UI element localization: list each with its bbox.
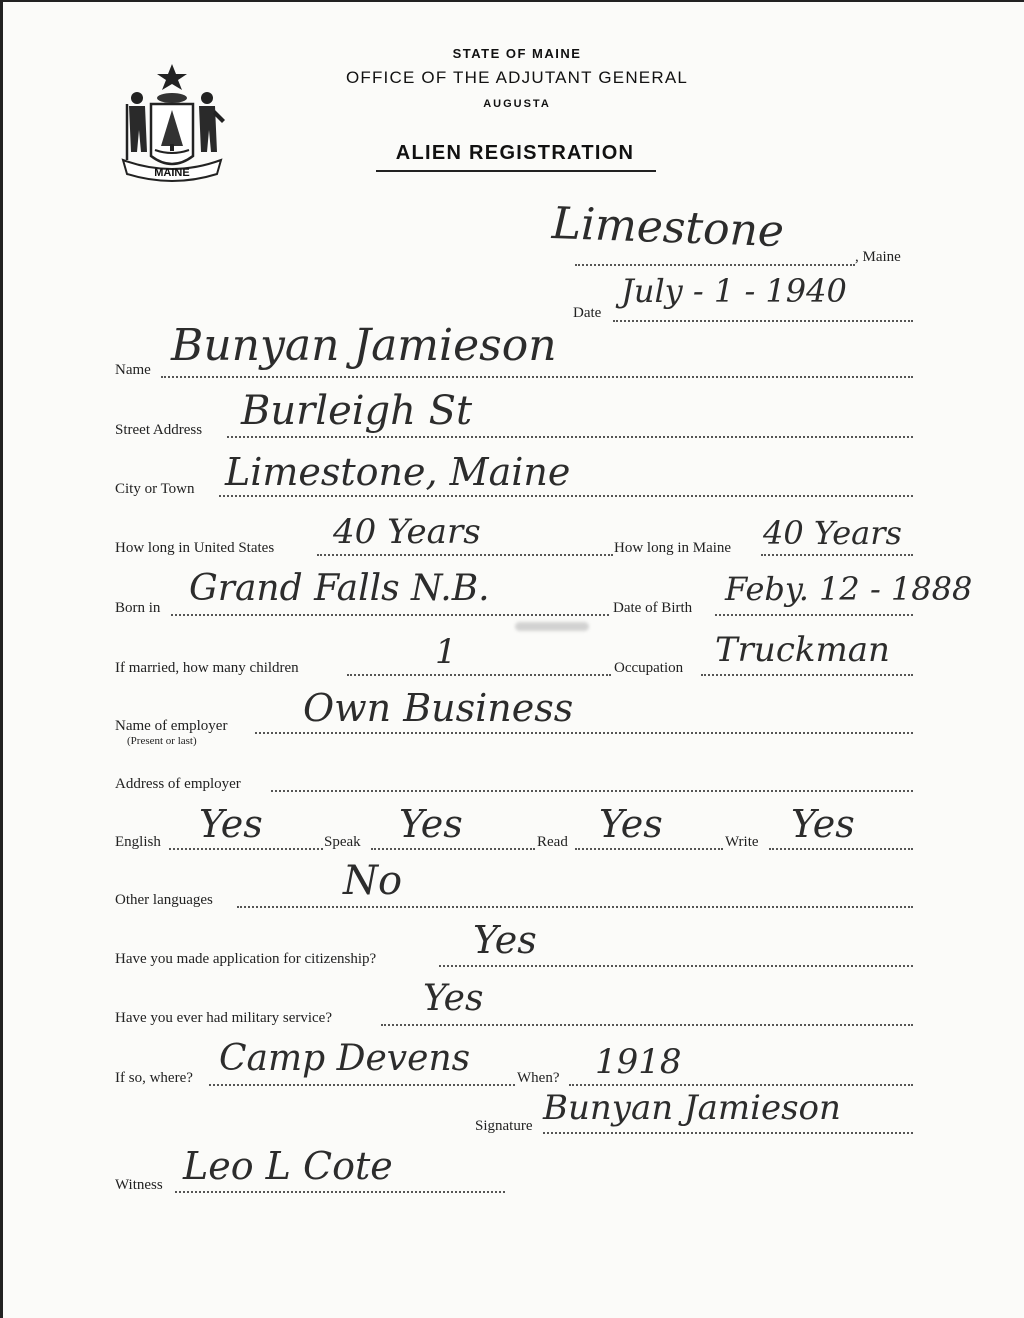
signature-label: Signature (475, 1118, 533, 1134)
where-entry[interactable]: Camp Devens (219, 1038, 471, 1079)
name-line (161, 376, 913, 378)
how-long-us-line (317, 554, 613, 556)
speak-entry[interactable]: Yes (399, 802, 463, 846)
how-long-maine-label: How long in Maine (614, 540, 732, 556)
other-languages-label: Other languages (115, 892, 213, 908)
read-entry[interactable]: Yes (599, 802, 663, 846)
where-line (209, 1084, 515, 1086)
born-in-entry[interactable]: Grand Falls N.B. (189, 568, 490, 609)
born-in-line (171, 614, 609, 616)
employer-entry[interactable]: Own Business (303, 686, 574, 730)
citizenship-line (439, 965, 913, 967)
city-or-town-line (219, 495, 913, 497)
speak-label: Speak (324, 834, 361, 850)
born-in-label: Born in (115, 600, 161, 616)
other-languages-entry[interactable]: No (343, 858, 403, 904)
military-label: Have you ever had military service? (115, 1010, 332, 1026)
occupation-line (701, 674, 913, 676)
english-line (169, 848, 323, 850)
street-address-entry[interactable]: Burleigh St (241, 388, 473, 434)
english-label: English (115, 834, 161, 850)
signature-entry[interactable]: Bunyan Jamieson (543, 1088, 841, 1128)
how-long-us-label: How long in United States (115, 540, 275, 556)
when-label: When? (517, 1070, 560, 1086)
town-line (575, 264, 855, 266)
form-title: ALIEN REGISTRATION (395, 142, 635, 164)
citizenship-entry[interactable]: Yes (473, 918, 537, 962)
ink-smudge (515, 622, 589, 631)
how-long-maine-entry[interactable]: 40 Years (763, 514, 902, 552)
maine-label: , Maine (855, 249, 901, 265)
employer-label: Name of employer (115, 718, 228, 734)
date-of-birth-line (715, 614, 913, 616)
married-children-label: If married, how many children (115, 660, 299, 676)
header-city: AUGUSTA (483, 98, 551, 110)
header-state: STATE OF MAINE (452, 46, 582, 61)
name-label: Name (115, 362, 151, 378)
military-line (381, 1024, 913, 1026)
date-of-birth-entry[interactable]: Feby. 12 - 1888 (725, 570, 973, 608)
date-entry[interactable]: July - 1 - 1940 (621, 272, 847, 310)
witness-entry[interactable]: Leo L Cote (183, 1144, 393, 1188)
city-or-town-entry[interactable]: Limestone, Maine (225, 450, 571, 494)
occupation-entry[interactable]: Truckman (715, 630, 890, 670)
witness-label: Witness (115, 1177, 163, 1193)
english-entry[interactable]: Yes (199, 802, 263, 846)
header-office: OFFICE OF THE ADJUTANT GENERAL (345, 68, 689, 87)
read-label: Read (537, 834, 568, 850)
married-children-line (347, 674, 611, 676)
military-entry[interactable]: Yes (423, 978, 484, 1019)
occupation-label: Occupation (614, 660, 684, 676)
title-underline (376, 170, 656, 172)
date-of-birth-label: Date of Birth (613, 600, 693, 616)
employer-sublabel: (Present or last) (127, 735, 197, 747)
other-languages-line (237, 906, 913, 908)
how-long-maine-line (761, 554, 913, 556)
if-so-where-label: If so, where? (115, 1070, 193, 1086)
city-or-town-label: City or Town (115, 481, 195, 497)
street-address-label: Street Address (115, 422, 203, 438)
how-long-us-entry[interactable]: 40 Years (333, 512, 481, 552)
children-entry[interactable]: 1 (435, 632, 457, 672)
date-line (613, 320, 913, 322)
write-entry[interactable]: Yes (791, 802, 855, 846)
date-label: Date (573, 305, 602, 321)
when-entry[interactable]: 1918 (595, 1042, 682, 1082)
read-line (575, 848, 723, 850)
witness-line (175, 1191, 505, 1193)
town-entry[interactable]: Limestone (551, 198, 785, 258)
citizenship-label: Have you made application for citizenship? (115, 951, 377, 967)
write-label: Write (725, 834, 759, 850)
employer-line (255, 732, 913, 734)
employer-address-label: Address of employer (115, 776, 241, 792)
street-address-line (227, 436, 913, 438)
name-entry[interactable]: Bunyan Jamieson (171, 320, 557, 371)
maine-seal-icon (113, 60, 231, 188)
seal-text: MAINE (154, 167, 190, 179)
employer-address-line (271, 790, 913, 792)
speak-line (371, 848, 535, 850)
signature-line (543, 1132, 913, 1134)
write-line (769, 848, 913, 850)
when-line (569, 1084, 913, 1086)
